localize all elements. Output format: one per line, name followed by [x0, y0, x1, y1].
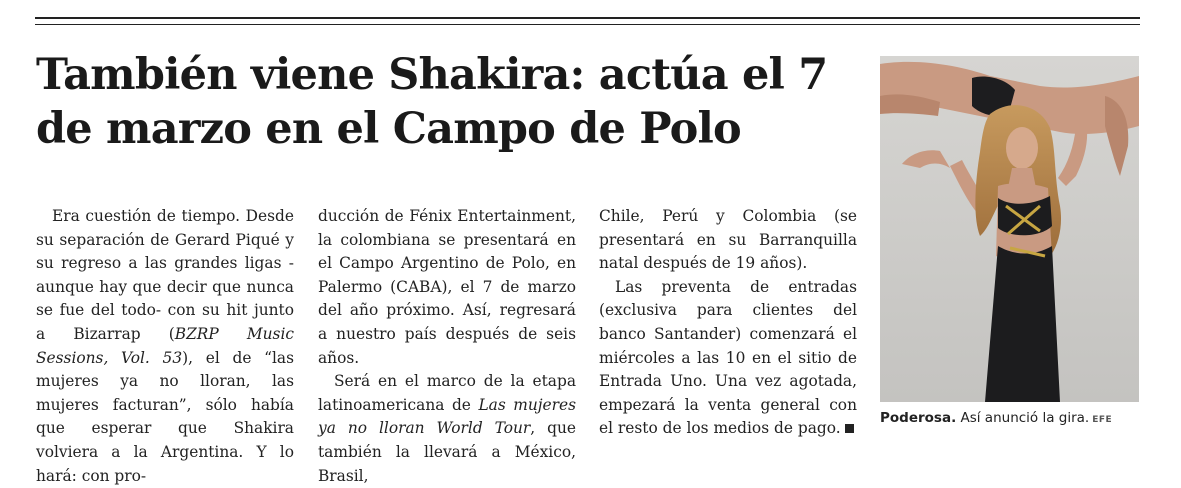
caption-lead: Poderosa.	[880, 410, 957, 426]
body-text: ducción de Fénix Entertainment, la colombiana se presentará en el Campo Argentino de Polo, en Palermo (CABA), el 7 de marzo del año próximo. Así, regresará a nuestro país después de seis años.	[318, 207, 576, 367]
paragraph	[36, 205, 294, 488]
body-text: Las preventa de entradas (exclusiva para clientes del banco Santander) comenzará el miércoles a las 10 en el sitio de Entrada Uno. Una vez agotada, empezará la venta general con el resto de los medios de pago.	[599, 277, 857, 438]
body-text: Era cuestión de tiempo. Desde su separación de Gerard Piqué y su regreso a las grandes ligas -aunque hay que decir que nunca se fue del todo- con su hit junto a Bizarrap (	[36, 207, 294, 343]
paragraph	[318, 205, 576, 370]
top-rule-thin	[35, 24, 1140, 25]
photo-illustration	[880, 56, 1139, 402]
italic-text: BZRP Music Sessions, Vol. 53	[36, 324, 294, 367]
body-text: , que también la llevará a México, Brasil,	[318, 419, 576, 485]
body-text: Chile, Perú y Colombia (se presentará en su Barranquilla natal después de 19 años).	[599, 207, 857, 273]
body-text: Será en el marco de la etapa latinoamericana de	[318, 372, 576, 414]
photo-caption	[880, 410, 1150, 426]
italic-text: Las mujeres ya no lloran World Tour	[318, 395, 577, 438]
shakira-photo	[880, 56, 1139, 402]
photo-credit: EFE	[1092, 415, 1113, 425]
top-rule	[35, 17, 1140, 19]
caption-text: Así anunció la gira.	[956, 410, 1090, 426]
paragraph	[318, 370, 576, 488]
article-column-1	[36, 205, 294, 488]
body-text: ), el de “las mujeres ya no lloran, las mujeres facturan”, sólo había que esperar que Shakira volviera a la Argentina. Y lo hará: con pro-	[36, 348, 294, 485]
article-column-3	[599, 205, 857, 441]
paragraph	[599, 276, 857, 441]
headline: También viene Shakira: actúa el 7 de marzo en el Campo de Polo	[36, 50, 828, 154]
end-mark	[845, 424, 854, 433]
paragraph	[599, 205, 857, 276]
article-column-2	[318, 205, 576, 488]
